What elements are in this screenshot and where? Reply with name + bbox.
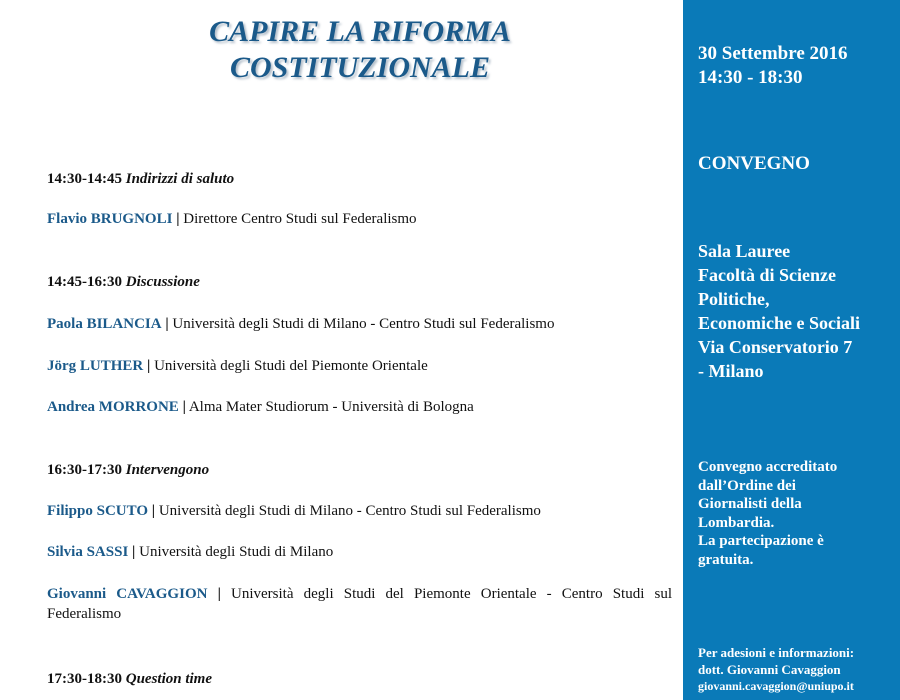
note-line: dall’Ordine dei xyxy=(698,477,796,494)
slot-time: 14:45-16:30 xyxy=(47,274,122,290)
separator: | xyxy=(132,544,136,560)
separator: | xyxy=(151,503,156,519)
slot-label: Indirizzi di saluto xyxy=(125,171,235,187)
speaker-entry xyxy=(47,397,672,417)
event-type: CONVEGNO xyxy=(698,153,810,174)
accreditation-note xyxy=(698,458,898,569)
venue-line: Via Conservatorio 7 xyxy=(698,337,853,357)
separator: | xyxy=(165,316,169,332)
venue-line: - Milano xyxy=(698,361,764,381)
agenda-slot xyxy=(47,461,209,479)
venue-line: Sala Lauree xyxy=(698,241,791,261)
note-line: Lombardia. xyxy=(698,514,775,531)
speaker-entry xyxy=(47,209,672,229)
speaker-entry xyxy=(47,314,672,334)
venue-line: Economiche e Sociali xyxy=(698,313,860,333)
slot-label: Question time xyxy=(125,671,213,687)
slot-label: Intervengono xyxy=(125,462,210,478)
venue-line: Facoltà di Scienze xyxy=(698,265,836,285)
speaker-entry xyxy=(47,584,672,624)
speaker-entry xyxy=(47,501,672,521)
speaker-name: Andrea MORRONE xyxy=(47,399,179,415)
info-panel xyxy=(683,0,900,700)
event-date: 30 Settembre 2016 xyxy=(698,43,848,64)
separator: | xyxy=(182,399,186,415)
separator: | xyxy=(147,358,151,374)
note-line: Convegno accreditato xyxy=(698,459,838,475)
agenda-slot xyxy=(47,273,200,291)
speaker-affiliation: Università degli Studi di Milano xyxy=(139,544,334,560)
speaker-affiliation: Alma Mater Studiorum - Università di Bologna xyxy=(188,399,474,415)
event-date-block xyxy=(698,42,898,90)
speaker-affiliation: Università degli Studi del Piemonte Orientale - Centro Studi sul Federalismo xyxy=(47,586,673,622)
speaker-name: Flavio BRUGNOLI xyxy=(47,211,173,227)
contact-email[interactable]: giovanni.cavaggion@uniupo.it xyxy=(698,679,854,693)
venue-block xyxy=(698,239,898,383)
title-line-2: COSTITUZIONALE xyxy=(229,51,491,84)
note-line: Giornalisti della xyxy=(698,496,802,512)
contact-block xyxy=(698,644,898,695)
contact-heading: Per adesioni e informazioni: xyxy=(698,645,855,660)
title-line-1: CAPIRE LA RIFORMA xyxy=(209,15,511,48)
speaker-name: Filippo SCUTO xyxy=(47,503,149,519)
speaker-affiliation: Università degli Studi del Piemonte Orientale xyxy=(154,358,428,374)
speaker-entry xyxy=(47,542,672,562)
note-line: gratuita. xyxy=(698,551,754,568)
slot-time: 17:30-18:30 xyxy=(47,671,122,687)
speaker-affiliation: Direttore Centro Studi sul Federalismo xyxy=(183,211,417,227)
contact-person: dott. Giovanni Cavaggion xyxy=(698,662,841,677)
event-hours: 14:30 - 18:30 xyxy=(698,67,803,88)
separator: | xyxy=(217,586,221,602)
slot-label: Discussione xyxy=(125,274,200,290)
venue-line: Politiche, xyxy=(698,289,770,309)
speaker-affiliation: Università degli Studi di Milano - Centro Studi sul Federalismo xyxy=(172,316,555,332)
slot-time: 14:30-14:45 xyxy=(47,171,122,187)
slot-time: 16:30-17:30 xyxy=(47,462,122,478)
speaker-name: Giovanni CAVAGGION xyxy=(47,586,208,602)
speaker-entry xyxy=(47,356,672,376)
page-title xyxy=(130,14,590,86)
agenda-slot xyxy=(47,170,234,188)
speaker-name: Jörg LUTHER xyxy=(47,358,144,374)
speaker-name: Paola BILANCIA xyxy=(47,316,162,332)
agenda-slot xyxy=(47,670,212,688)
separator: | xyxy=(176,211,180,227)
speaker-name: Silvia SASSI xyxy=(47,544,129,560)
speaker-affiliation: Università degli Studi di Milano - Centro Studi sul Federalismo xyxy=(158,503,541,519)
note-line: La partecipazione è xyxy=(698,533,824,549)
